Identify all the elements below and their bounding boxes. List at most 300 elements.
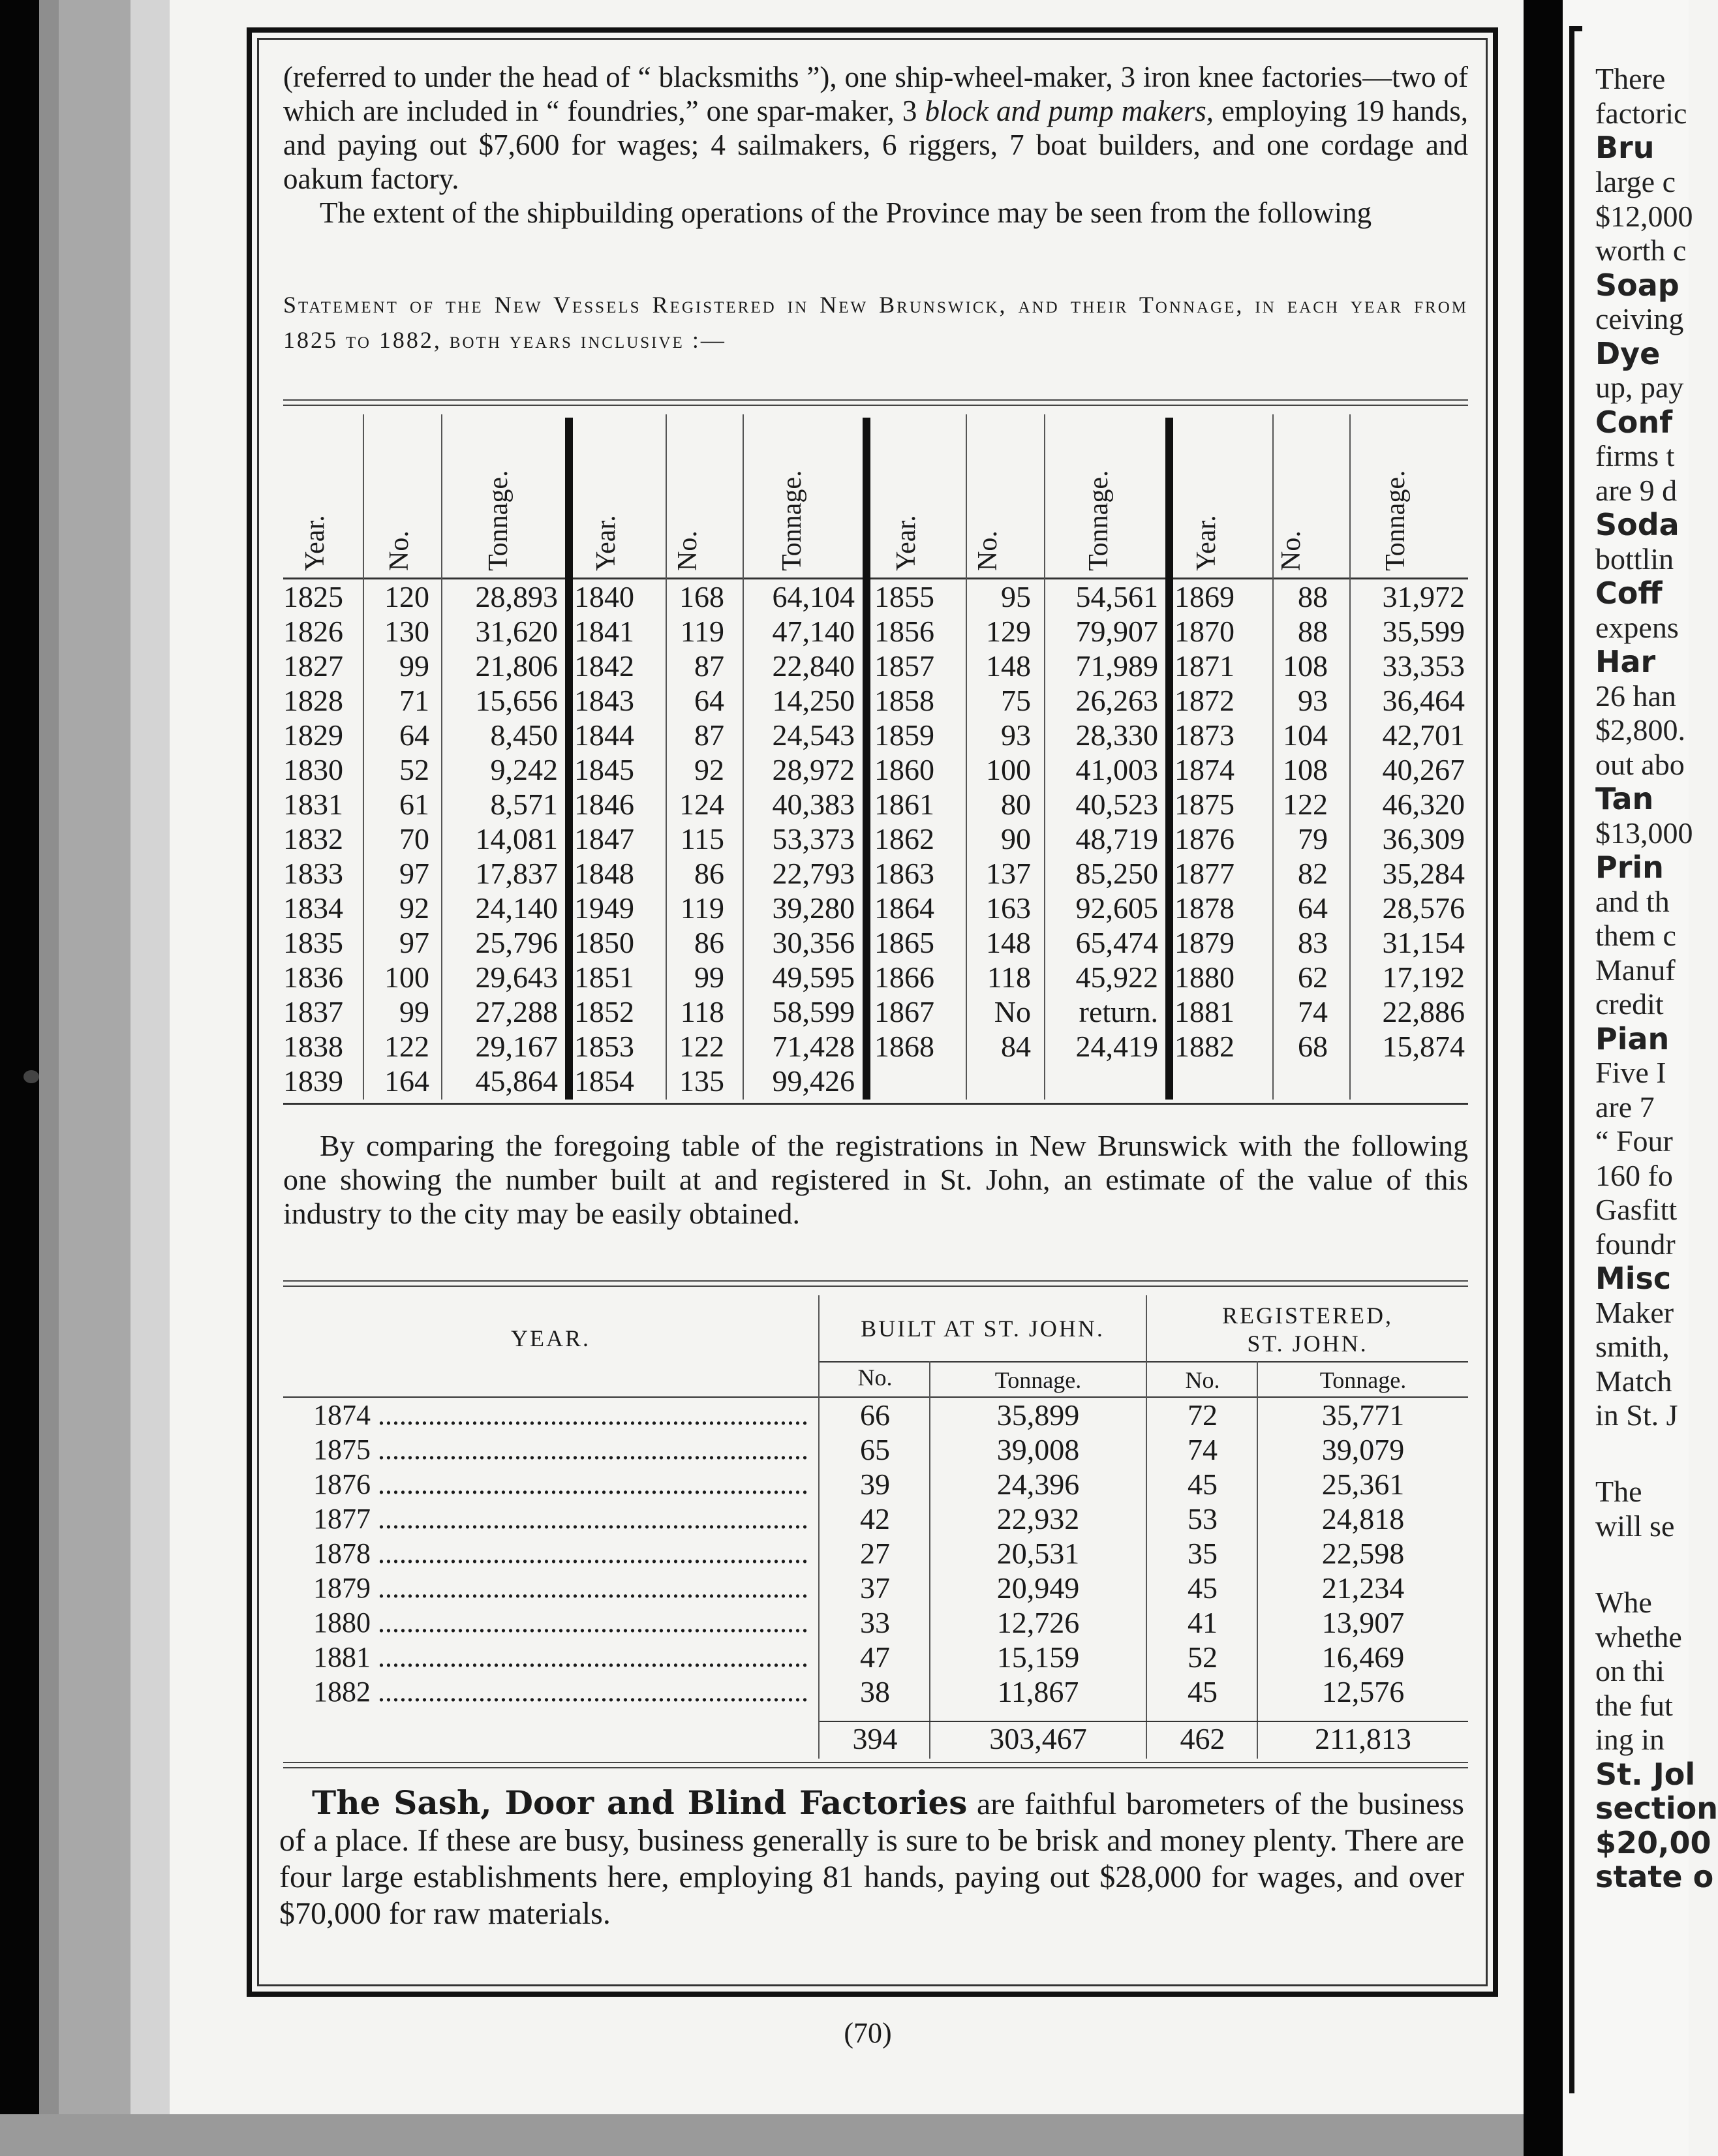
reg-header-tonnage: Tonnage. (483, 470, 514, 571)
reg-no: 64 (694, 684, 724, 717)
reg-year: 1844 (574, 718, 634, 752)
reg-no: 99 (694, 961, 724, 994)
sj-built-tonnage: 35,899 (996, 1398, 1080, 1432)
reg-no: 130 (384, 615, 429, 648)
reg-year: 1866 (874, 961, 934, 994)
reg-year: 1828 (283, 684, 343, 717)
reg-header-tonnage: Tonnage. (1381, 470, 1411, 571)
right-page-fragment: bottlin (1595, 542, 1674, 576)
reg-tonnage: 49,595 (772, 961, 855, 994)
reg-header-no: No. (384, 531, 414, 571)
reg-no: 99 (399, 995, 429, 1028)
reg-no: 88 (1298, 615, 1328, 648)
reg-tonnage: 36,309 (1382, 822, 1465, 855)
sj-year-cell: 1882 ............................................................ (313, 1676, 808, 1708)
sj-year-cell: 1874 ............................................................ (313, 1399, 808, 1431)
intro-paragraph (283, 60, 1468, 230)
reg-no: 148 (986, 649, 1031, 683)
sj-built-tonnage: 12,726 (996, 1606, 1080, 1639)
reg-no: 168 (679, 580, 724, 613)
intro-line3: The extent of the shipbuilding operations of the Province may be seen from the following (320, 196, 1372, 229)
reg-tonnage: 28,330 (1075, 718, 1158, 752)
reg-tonnage: 71,989 (1075, 649, 1158, 683)
reg-no: 95 (1001, 580, 1031, 613)
reg-header-no: No. (973, 531, 1003, 571)
reg-header-tonnage: Tonnage. (1084, 470, 1114, 571)
reg-tonnage: 24,419 (1075, 1030, 1158, 1063)
right-page-fragment: smith, (1595, 1330, 1670, 1363)
reg-year: 1837 (283, 995, 343, 1028)
reg-year: 1843 (574, 684, 634, 717)
reg-year: 1861 (874, 788, 934, 821)
reg-tonnage: 14,250 (772, 684, 855, 717)
sash-door-paragraph (279, 1785, 1464, 1932)
reg-no: 71 (399, 684, 429, 717)
right-page-fragment: Tan (1595, 781, 1654, 816)
right-page-fragment: the fut (1595, 1689, 1673, 1722)
right-page-fragment: Dye (1595, 336, 1661, 371)
reg-tonnage: 22,793 (772, 857, 855, 890)
right-page-fragment: up, pay (1595, 371, 1684, 404)
reg-table-bottom-rule (283, 1103, 1468, 1105)
reg-tonnage: 15,874 (1382, 1030, 1465, 1063)
sj-reg-tonnage: 13,907 (1321, 1606, 1405, 1639)
reg-no: 122 (679, 1030, 724, 1063)
reg-year: 1871 (1174, 649, 1235, 683)
sj-reg-tonnage: 25,361 (1321, 1468, 1405, 1501)
book-spine-shade (130, 0, 170, 2156)
sj-reg-no: 52 (1188, 1640, 1218, 1674)
reg-year: 1880 (1174, 961, 1235, 994)
reg-year: 1850 (574, 926, 634, 959)
reg-no: No (994, 995, 1031, 1028)
reg-no: 135 (679, 1064, 724, 1098)
reg-year: 1860 (874, 753, 934, 786)
reg-year: 1852 (574, 995, 634, 1028)
reg-no: 79 (1298, 822, 1328, 855)
right-page-fragment: The (1595, 1475, 1642, 1508)
reg-year: 1825 (283, 580, 343, 613)
reg-year: 1882 (1174, 1030, 1235, 1063)
sj-reg-no-header: No. (1185, 1367, 1220, 1393)
reg-year: 1869 (1174, 580, 1235, 613)
reg-no: 83 (1298, 926, 1328, 959)
reg-col-divider (441, 414, 442, 1100)
right-page-fragment: Prin (1595, 850, 1664, 885)
sj-built-tonnage: 24,396 (996, 1468, 1080, 1501)
right-page-fragment: firms t (1595, 439, 1675, 472)
reg-year: 1876 (1174, 822, 1235, 855)
scan-edge-gray (39, 0, 59, 2156)
reg-year: 1854 (574, 1064, 634, 1098)
reg-header-no: No. (1276, 531, 1306, 571)
reg-no: 137 (986, 857, 1031, 890)
reg-group-divider (863, 418, 870, 1100)
reg-year: 1875 (1174, 788, 1235, 821)
right-page-fragment: Soda (1595, 507, 1680, 542)
sj-year-cell: 1881 ............................................................ (313, 1641, 808, 1673)
reg-no: 52 (399, 753, 429, 786)
reg-no: 88 (1298, 580, 1328, 613)
reg-year: 1836 (283, 961, 343, 994)
right-page-fragment: Match (1595, 1364, 1672, 1398)
reg-tonnage: 27,288 (475, 995, 558, 1028)
reg-tonnage: 9,242 (490, 753, 558, 786)
sj-year-cell: 1877 ............................................................ (313, 1503, 808, 1535)
reg-table-top-rule (283, 399, 1468, 406)
reg-no: 115 (680, 822, 724, 855)
sj-total-reg-no: 462 (1180, 1722, 1225, 1755)
reg-no: 97 (399, 926, 429, 959)
reg-tonnage: 45,864 (475, 1064, 558, 1098)
right-page-fragment: large c (1595, 165, 1676, 198)
right-page-fragment: factoric (1595, 97, 1687, 130)
reg-no: 118 (987, 961, 1031, 994)
sj-registered-header-1: REGISTERED, (1222, 1302, 1393, 1329)
reg-tonnage: 65,474 (1075, 926, 1158, 959)
sj-built-tonnage: 11,867 (997, 1675, 1079, 1708)
reg-no: 82 (1298, 857, 1328, 890)
sj-year-cell: 1876 ............................................................ (313, 1468, 808, 1500)
sj-built-no: 27 (860, 1537, 890, 1570)
sash-door-text: are faithful barometers of the business of a place. If these are busy, business generally is sure to be brisk and money plenty. There are four large establishments here, employing 81 hands, paying out $28,000 for wages, and over $70,000 for raw materials. (279, 1787, 1464, 1931)
reg-tonnage: 15,656 (475, 684, 558, 717)
right-page-fragment: on thi (1595, 1654, 1665, 1687)
right-page-fragment: Soap (1595, 268, 1680, 303)
sj-reg-tonnage-header: Tonnage. (1319, 1367, 1407, 1393)
sash-door-heading: The Sash, Door and Blind Factories (312, 1783, 968, 1822)
reg-no: 84 (1001, 1030, 1031, 1063)
sj-total-reg-tonnage: 211,813 (1315, 1722, 1411, 1755)
right-page-fragment: Pian (1595, 1021, 1670, 1056)
sj-reg-no: 41 (1188, 1606, 1218, 1639)
sj-reg-no: 45 (1188, 1675, 1218, 1708)
reg-tonnage: 14,081 (475, 822, 558, 855)
reg-tonnage: 21,806 (475, 649, 558, 683)
sj-reg-tonnage: 35,771 (1321, 1398, 1405, 1432)
reg-tonnage: 8,571 (490, 788, 558, 821)
reg-year: 1877 (1174, 857, 1235, 890)
right-page-fragment: St. Jol (1595, 1757, 1696, 1792)
reg-tonnage: 22,840 (772, 649, 855, 683)
reg-tonnage: 31,620 (475, 615, 558, 648)
reg-tonnage: 46,320 (1382, 788, 1465, 821)
sj-built-tonnage: 20,531 (996, 1537, 1080, 1570)
reg-year: 1878 (1174, 891, 1235, 925)
reg-header-tonnage: Tonnage. (777, 470, 807, 571)
reg-no: 108 (1283, 753, 1328, 786)
sj-table-bottom-rule (283, 1762, 1468, 1768)
reg-year: 1858 (874, 684, 934, 717)
reg-year: 1829 (283, 718, 343, 752)
reg-year: 1857 (874, 649, 934, 683)
reg-no: 100 (384, 961, 429, 994)
intro-line1: (referred to under the head of “ blacksmiths ”), one ship-wheel-maker, 3 iron knee factories—two of which are included in “ foundries,” one spar-maker, (283, 61, 1468, 127)
reg-tonnage: 35,284 (1382, 857, 1465, 890)
reg-tonnage: 24,543 (772, 718, 855, 752)
reg-no: 68 (1298, 1030, 1328, 1063)
reg-no: 87 (694, 649, 724, 683)
reg-tonnage: 40,383 (772, 788, 855, 821)
reg-tonnage: 40,523 (1075, 788, 1158, 821)
reg-year: 1863 (874, 857, 934, 890)
sj-reg-tonnage: 21,234 (1321, 1571, 1405, 1605)
reg-tonnage: 54,561 (1075, 580, 1158, 613)
reg-year: 1842 (574, 649, 634, 683)
right-page-fragment: are 9 d (1595, 474, 1678, 507)
intro-line2-a: 3 (902, 95, 925, 127)
reg-no: 93 (1001, 718, 1031, 752)
reg-tonnage: 29,167 (475, 1030, 558, 1063)
compare-text: By comparing the foregoing table of the registrations in New Brunswick with the following one showing the number built at and registered in St. John, an estimate of the value of this industry to the city may be easily obtained. (283, 1129, 1468, 1230)
reg-no: 86 (694, 926, 724, 959)
reg-year: 1846 (574, 788, 634, 821)
right-page-fragment: Har (1595, 644, 1656, 679)
sj-reg-tonnage: 12,576 (1321, 1675, 1405, 1708)
right-page-fragment: Whe (1595, 1586, 1652, 1619)
right-page-fragment: Maker (1595, 1296, 1674, 1329)
reg-tonnage: 45,922 (1075, 961, 1158, 994)
reg-header-year: Year. (591, 515, 621, 571)
reg-tonnage: 31,972 (1382, 580, 1465, 613)
reg-year: 1872 (1174, 684, 1235, 717)
reg-tonnage: 36,464 (1382, 684, 1465, 717)
right-page-fragment: ing in (1595, 1723, 1665, 1756)
reg-tonnage: 92,605 (1075, 891, 1158, 925)
right-page-fragment: Bru (1595, 130, 1655, 165)
reg-no: 119 (680, 615, 724, 648)
reg-no: 90 (1001, 822, 1031, 855)
reg-no: 75 (1001, 684, 1031, 717)
reg-year: 1868 (874, 1030, 934, 1063)
reg-year: 1881 (1174, 995, 1235, 1028)
right-page-fragment: credit (1595, 987, 1664, 1021)
reg-year: 1865 (874, 926, 934, 959)
sj-reg-tonnage: 39,079 (1321, 1433, 1405, 1466)
reg-year: 1851 (574, 961, 634, 994)
sj-registered-header-2: ST. JOHN. (1247, 1331, 1368, 1357)
reg-tonnage: 35,599 (1382, 615, 1465, 648)
sj-reg-no: 74 (1188, 1433, 1218, 1466)
reg-year: 1841 (574, 615, 634, 648)
sj-year-cell: 1880 ............................................................ (313, 1607, 808, 1639)
reg-year: 1859 (874, 718, 934, 752)
right-page-fragment: “ Four (1595, 1124, 1673, 1158)
reg-header-year: Year. (1191, 515, 1221, 571)
right-page-fragment: ceiving (1595, 302, 1684, 335)
sj-built-no: 33 (860, 1606, 890, 1639)
page-gutter (1524, 0, 1563, 2156)
reg-year: 1845 (574, 753, 634, 786)
right-page-fragment: them c (1595, 919, 1676, 952)
reg-year: 1873 (1174, 718, 1235, 752)
reg-year: 1830 (283, 753, 343, 786)
sj-built-no: 38 (860, 1675, 890, 1708)
sj-built-no-header: No. (857, 1364, 893, 1391)
right-page-fragment: expens (1595, 611, 1679, 644)
sj-built-no: 66 (860, 1398, 890, 1432)
intro-line2-italic: block and pump makers, (925, 95, 1214, 127)
reg-tonnage: 48,719 (1075, 822, 1158, 855)
reg-no: 99 (399, 649, 429, 683)
reg-tonnage: 24,140 (475, 891, 558, 925)
right-page-fragment: state o (1595, 1859, 1714, 1894)
reg-tonnage: 25,796 (475, 926, 558, 959)
reg-tonnage: 30,356 (772, 926, 855, 959)
reg-no: 119 (680, 891, 724, 925)
reg-header-no: No. (673, 531, 703, 571)
sj-reg-no: 45 (1188, 1571, 1218, 1605)
right-page-fragment: Conf (1595, 405, 1673, 440)
reg-tonnage: 58,599 (772, 995, 855, 1028)
right-page-fragment: section (1595, 1791, 1718, 1826)
reg-tonnage: 28,576 (1382, 891, 1465, 925)
right-page-fragment: out abo (1595, 748, 1685, 781)
right-page-fragment: will se (1595, 1509, 1675, 1543)
reg-no: 108 (1283, 649, 1328, 683)
reg-year: 1835 (283, 926, 343, 959)
reg-no: 80 (1001, 788, 1031, 821)
right-page-fragment: whethe (1595, 1620, 1682, 1654)
reg-year: 1840 (574, 580, 634, 613)
sj-reg-no: 53 (1188, 1502, 1218, 1535)
right-page-fragment: Coff (1595, 576, 1663, 611)
reg-tonnage: 39,280 (772, 891, 855, 925)
right-page-fragment: Five I (1595, 1056, 1666, 1089)
reg-no: 93 (1298, 684, 1328, 717)
reg-no: 70 (399, 822, 429, 855)
right-page-fragment: $2,800. (1595, 713, 1685, 747)
reg-year: 1853 (574, 1030, 634, 1063)
reg-no: 163 (986, 891, 1031, 925)
reg-tonnage: 33,353 (1382, 649, 1465, 683)
right-page-fragment: 160 fo (1595, 1159, 1673, 1192)
sj-year-cell: 1879 ............................................................ (313, 1572, 808, 1604)
statement-heading: Statement of the New Vessels Registered in New Brunswick, and their Tonnage, in each year from 1825 to 1882, both years inclusive :— (283, 292, 1468, 353)
reg-header-year: Year. (891, 515, 921, 571)
reg-year: 1833 (283, 857, 343, 890)
reg-year: 1827 (283, 649, 343, 683)
reg-year: 1856 (874, 615, 934, 648)
sj-built-no: 37 (860, 1571, 890, 1605)
reg-no: 87 (694, 718, 724, 752)
reg-year: 1874 (1174, 753, 1235, 786)
right-page-fragment: foundr (1595, 1227, 1676, 1261)
reg-header-year: Year. (300, 515, 330, 571)
reg-year: 1949 (574, 891, 634, 925)
right-page-fragment: $13,000 (1595, 816, 1693, 850)
right-page-fragment: $20,00 (1595, 1825, 1711, 1860)
sj-built-tonnage-header: Tonnage. (994, 1367, 1082, 1393)
sj-built-no: 65 (860, 1433, 890, 1466)
sj-reg-tonnage: 22,598 (1321, 1537, 1405, 1570)
sj-subheader-rule (820, 1361, 1468, 1363)
sj-reg-no: 72 (1188, 1398, 1218, 1432)
reg-no: 148 (986, 926, 1031, 959)
sj-built-tonnage: 39,008 (996, 1433, 1080, 1466)
right-page-fragment: 26 han (1595, 679, 1676, 713)
right-page-fragment: worth c (1595, 234, 1687, 267)
reg-year: 1847 (574, 822, 634, 855)
reg-no: 64 (1298, 891, 1328, 925)
sj-built-header: BUILT AT ST. JOHN. (861, 1316, 1105, 1342)
reg-no: 122 (1283, 788, 1328, 821)
reg-no: 92 (694, 753, 724, 786)
reg-tonnage: 53,373 (772, 822, 855, 855)
right-page-fragment: Misc (1595, 1261, 1672, 1296)
reg-tonnage: 85,250 (1075, 857, 1158, 890)
reg-year: 1831 (283, 788, 343, 821)
right-page-fragment: in St. J (1595, 1398, 1678, 1432)
sj-built-tonnage: 15,159 (996, 1640, 1080, 1674)
reg-year: 1826 (283, 615, 343, 648)
reg-no: 86 (694, 857, 724, 890)
reg-tonnage: 22,886 (1382, 995, 1465, 1028)
sj-reg-no: 35 (1188, 1537, 1218, 1570)
reg-year: 1867 (874, 995, 934, 1028)
reg-year: 1855 (874, 580, 934, 613)
reg-no: 104 (1283, 718, 1328, 752)
reg-tonnage: return. (1079, 995, 1158, 1028)
reg-no: 92 (399, 891, 429, 925)
reg-tonnage: 79,907 (1075, 615, 1158, 648)
reg-no: 120 (384, 580, 429, 613)
reg-tonnage: 41,003 (1075, 753, 1158, 786)
right-page-fragment: Manuf (1595, 953, 1676, 987)
right-page-fragment: Gasfitt (1595, 1193, 1678, 1226)
reg-group-divider (1165, 418, 1173, 1100)
reg-no: 64 (399, 718, 429, 752)
sj-year-header: YEAR. (511, 1325, 591, 1351)
sj-built-no: 47 (860, 1640, 890, 1674)
reg-tonnage: 28,893 (475, 580, 558, 613)
reg-year: 1870 (1174, 615, 1235, 648)
reg-no: 124 (679, 788, 724, 821)
reg-tonnage: 71,428 (772, 1030, 855, 1063)
right-page-fragment: There (1595, 62, 1666, 95)
reg-no: 100 (986, 753, 1031, 786)
reg-year: 1838 (283, 1030, 343, 1063)
reg-tonnage: 8,450 (490, 718, 558, 752)
right-page-border (1569, 26, 1582, 2093)
page-bottom-edge (0, 2114, 1689, 2156)
reg-tonnage: 28,972 (772, 753, 855, 786)
reg-no: 74 (1298, 995, 1328, 1028)
reg-year: 1839 (283, 1064, 343, 1098)
reg-no: 62 (1298, 961, 1328, 994)
compare-paragraph (283, 1129, 1468, 1231)
reg-tonnage: 64,104 (772, 580, 855, 613)
right-page-fragment: are 7 (1595, 1090, 1655, 1124)
reg-tonnage: 47,140 (772, 615, 855, 648)
reg-tonnage: 42,701 (1382, 718, 1465, 752)
reg-no: 164 (384, 1064, 429, 1098)
sj-reg-tonnage: 24,818 (1321, 1502, 1405, 1535)
reg-year: 1848 (574, 857, 634, 890)
sj-built-no: 42 (860, 1502, 890, 1535)
sj-built-tonnage: 22,932 (996, 1502, 1080, 1535)
reg-tonnage: 26,263 (1075, 684, 1158, 717)
scan-speck (23, 1070, 39, 1083)
reg-tonnage: 17,837 (475, 857, 558, 890)
reg-no: 61 (399, 788, 429, 821)
reg-year: 1834 (283, 891, 343, 925)
reg-tonnage: 40,267 (1382, 753, 1465, 786)
sj-year-cell: 1875 ............................................................ (313, 1434, 808, 1466)
sj-year-cell: 1878 ............................................................ (313, 1537, 808, 1569)
reg-no: 97 (399, 857, 429, 890)
page-number: (70) (844, 2017, 892, 2049)
